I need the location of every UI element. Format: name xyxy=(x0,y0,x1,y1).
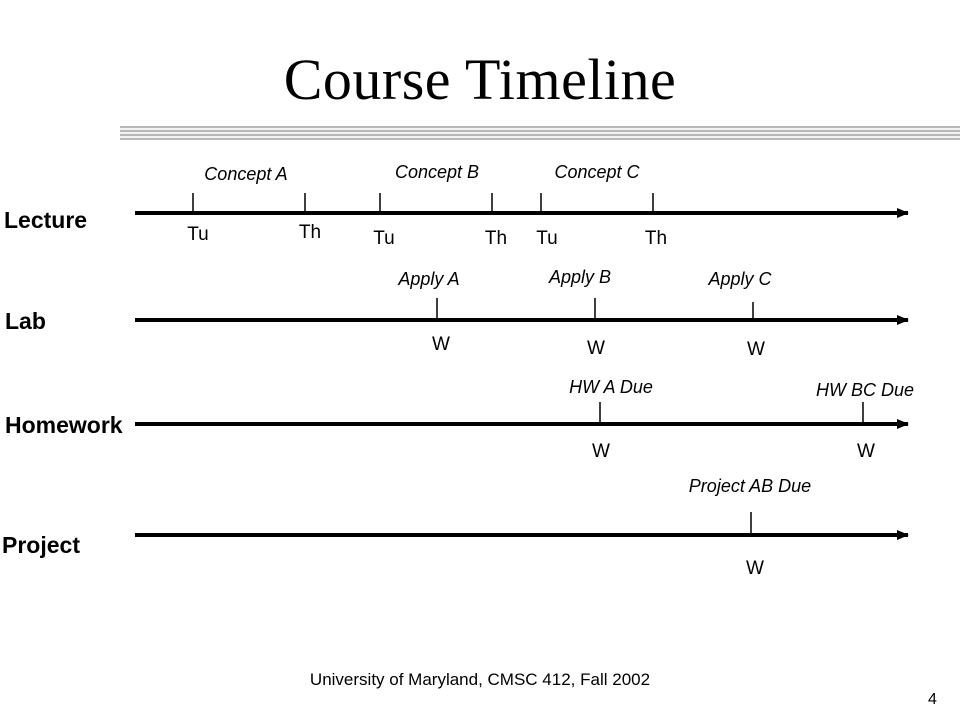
lecture-day-label: Tu xyxy=(536,228,558,249)
lecture-row-label: Lecture xyxy=(4,207,88,233)
project-event-label: Project AB Due xyxy=(688,476,812,496)
lab-day-label: W xyxy=(432,334,450,355)
lab-day-label: W xyxy=(587,338,605,359)
lecture-event-label: Concept B xyxy=(394,162,480,182)
lecture-event-label: Concept C xyxy=(554,162,640,182)
homework-row-label: Homework xyxy=(5,412,123,438)
slide-footer: University of Maryland, CMSC 412, Fall 2002 xyxy=(309,670,651,689)
lecture-day-label: Tu xyxy=(187,224,209,245)
lecture-day-label: Th xyxy=(298,222,322,243)
lecture-day-label: Th xyxy=(484,228,508,249)
lab-day-label: W xyxy=(747,339,765,360)
homework-day-label: W xyxy=(857,441,875,462)
homework-event-label: HW BC Due xyxy=(815,380,915,400)
page-number: 4 xyxy=(928,691,937,708)
lecture-day-label: Tu xyxy=(373,228,395,249)
lecture-day-label: Th xyxy=(644,228,668,249)
lecture-event-label: Concept A xyxy=(204,164,288,184)
homework-event-label: HW A Due xyxy=(569,377,653,397)
slide-title: Course Timeline xyxy=(283,47,677,112)
lab-event-label: Apply A xyxy=(398,269,460,289)
homework-day-label: W xyxy=(592,441,610,462)
project-day-label: W xyxy=(746,558,764,579)
lab-event-label: Apply B xyxy=(548,267,612,287)
lab-event-label: Apply C xyxy=(708,269,772,289)
project-row-label: Project xyxy=(2,532,80,558)
lab-row-label: Lab xyxy=(5,308,46,334)
